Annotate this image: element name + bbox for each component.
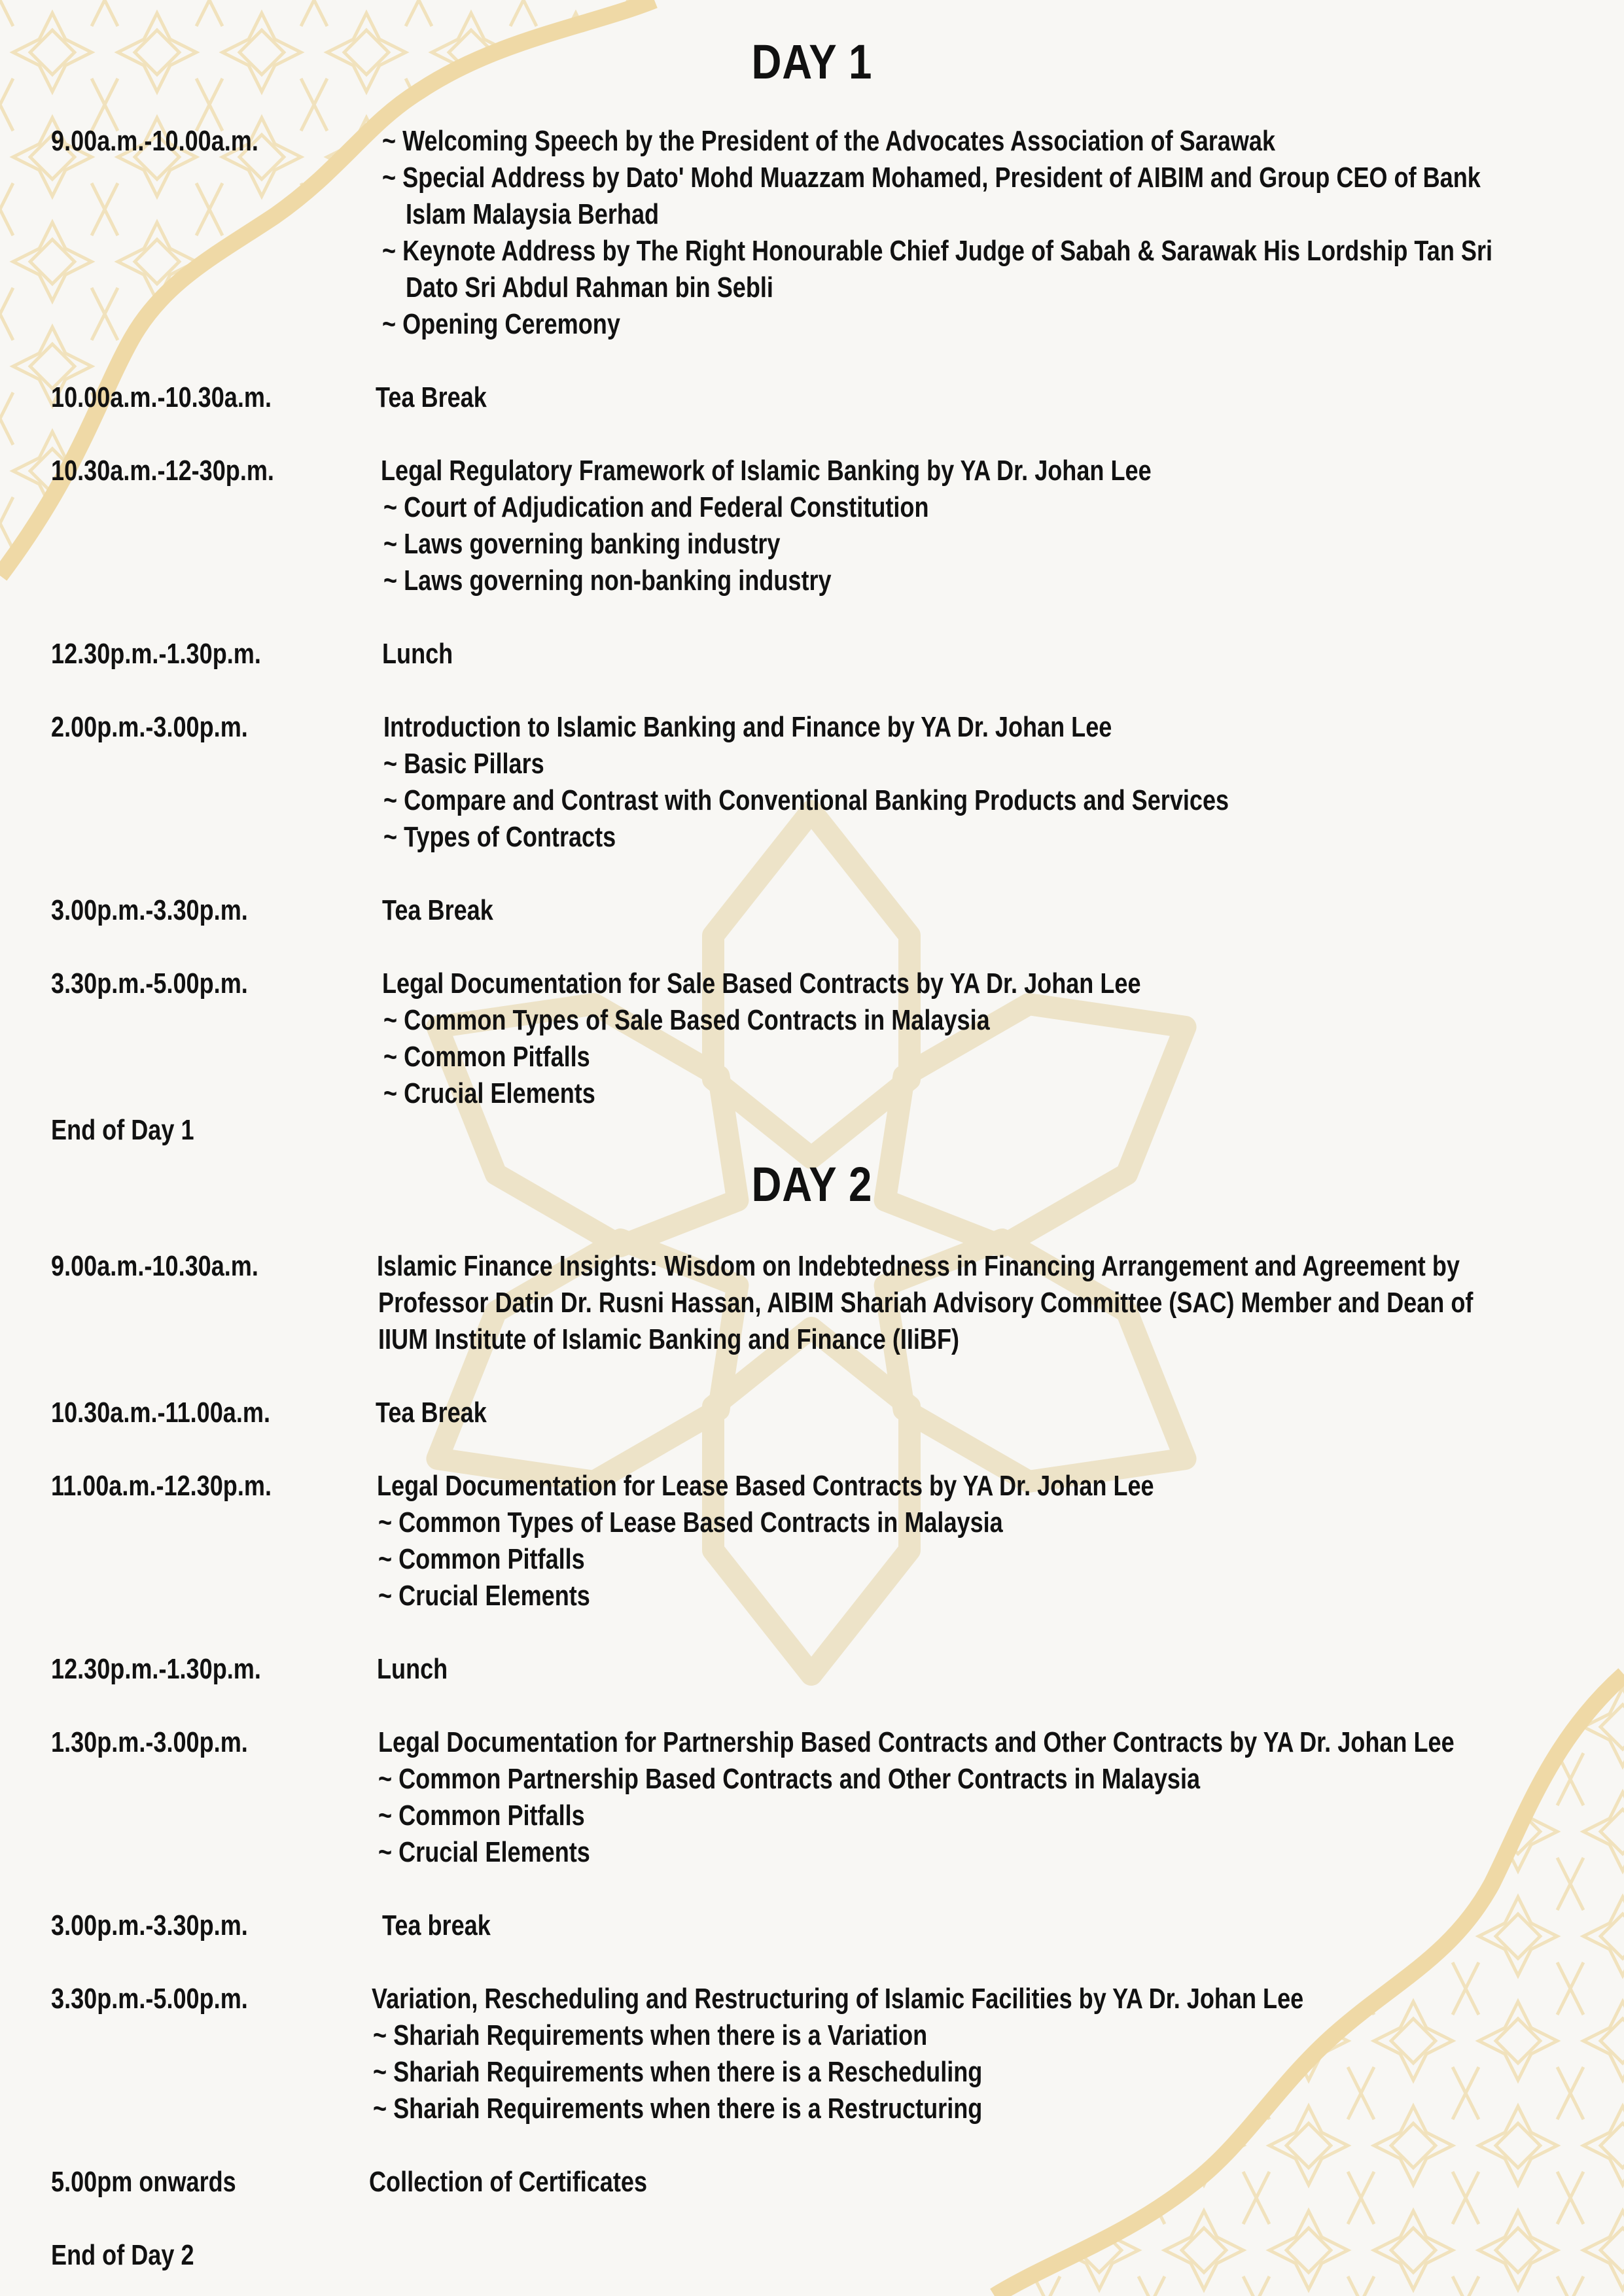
session-line: Lunch: [382, 638, 453, 670]
session-time: 9.00a.m.-10.30a.m.: [51, 1250, 258, 1282]
session-line: ~ Opening Ceremony: [382, 308, 620, 340]
session-line: Tea Break: [376, 381, 487, 413]
session-line: Tea Break: [376, 1397, 487, 1429]
session-line: ~ Basic Pillars: [383, 748, 544, 780]
session-line: Tea break: [382, 1909, 491, 1941]
session-line: ~ Common Pitfalls: [383, 1041, 590, 1073]
session-line: ~ Laws governing non-banking industry: [383, 565, 832, 597]
session-time: 3.00p.m.-3.30p.m.: [51, 894, 248, 926]
session-line: ~ Shariah Requirements when there is a Restructuring: [373, 2093, 983, 2125]
session-line: Collection of Certificates: [369, 2166, 648, 2198]
session-time: 2.00p.m.-3.00p.m.: [51, 711, 248, 743]
session-line: ~ Compare and Contrast with Conventional Banking Products and Services: [383, 784, 1229, 816]
session-line: Tea Break: [382, 894, 493, 926]
session-line: Introduction to Islamic Banking and Finance by YA Dr. Johan Lee: [383, 711, 1112, 743]
session-line: ~ Types of Contracts: [383, 821, 616, 853]
session-line: Legal Regulatory Framework of Islamic Banking by YA Dr. Johan Lee: [381, 455, 1152, 487]
session-time: 10.30a.m.-11.00a.m.: [51, 1397, 270, 1429]
session-line: IIUM Institute of Islamic Banking and Finance (IIiBF): [378, 1323, 960, 1355]
session-line: Legal Documentation for Partnership Based Contracts and Other Contracts by YA Dr. Johan Lee: [378, 1726, 1455, 1758]
session-line: ~ Common Types of Sale Based Contracts in Malaysia: [383, 1004, 990, 1036]
session-time: 12.30p.m.-1.30p.m.: [51, 638, 261, 670]
session-line: ~ Welcoming Speech by the President of the Advocates Association of Sarawak: [382, 125, 1276, 157]
session-line: Lunch: [377, 1653, 448, 1685]
session-line: ~ Crucial Elements: [383, 1077, 595, 1109]
session-line: ~ Common Pitfalls: [378, 1543, 585, 1575]
session-time: 12.30p.m.-1.30p.m.: [51, 1653, 261, 1685]
session-time: 11.00a.m.-12.30p.m.: [51, 1470, 272, 1502]
session-line: ~ Common Partnership Based Contracts and Other Contracts in Malaysia: [378, 1763, 1201, 1795]
session-line: ~ Keynote Address by The Right Honourable Chief Judge of Sabah & Sarawak His Lordship Tan Sri: [382, 235, 1493, 267]
session-line: ~ Common Pitfalls: [378, 1800, 585, 1832]
day1-title: DAY 1: [751, 35, 873, 89]
session-time: 3.00p.m.-3.30p.m.: [51, 1909, 248, 1941]
session-line: Legal Documentation for Lease Based Contracts by YA Dr. Johan Lee: [377, 1470, 1154, 1502]
session-line: Professor Datin Dr. Rusni Hassan, AIBIM Shariah Advisory Committee (SAC) Member and Dean of: [378, 1287, 1474, 1319]
session-time: 10.00a.m.-10.30a.m.: [51, 381, 272, 413]
session-line: Legal Documentation for Sale Based Contracts by YA Dr. Johan Lee: [382, 967, 1141, 1000]
session-line: ~ Shariah Requirements when there is a Rescheduling: [373, 2056, 983, 2088]
session-time: 5.00pm onwards: [51, 2166, 236, 2198]
session-line: ~ Crucial Elements: [378, 1580, 590, 1612]
session-time: 9.00a.m.-10.00a.m.: [51, 125, 258, 157]
day2-end-label: End of Day 2: [51, 2239, 194, 2271]
session-time: 3.30p.m.-5.00p.m.: [51, 967, 248, 1000]
session-line: ~ Shariah Requirements when there is a Variation: [373, 2019, 928, 2051]
session-line: Islam Malaysia Berhad: [406, 198, 660, 230]
session-line: ~ Laws governing banking industry: [383, 528, 781, 560]
session-time: 10.30a.m.-12-30p.m.: [51, 455, 274, 487]
session-time: 1.30p.m.-3.00p.m.: [51, 1726, 248, 1758]
session-line: ~ Court of Adjudication and Federal Constitution: [383, 491, 929, 523]
session-line: ~ Special Address by Dato' Mohd Muazzam Mohamed, President of AIBIM and Group CEO of Bank: [382, 162, 1481, 194]
day2-title: DAY 2: [751, 1157, 873, 1211]
session-line: ~ Crucial Elements: [378, 1836, 590, 1868]
session-line: Dato Sri Abdul Rahman bin Sebli: [406, 271, 773, 304]
session-line: ~ Common Types of Lease Based Contracts in Malaysia: [378, 1506, 1003, 1539]
session-line: Variation, Rescheduling and Restructuring of Islamic Facilities by YA Dr. Johan Lee: [372, 1983, 1304, 2015]
session-line: Islamic Finance Insights: Wisdom on Indebtedness in Financing Arrangement and Agreement by: [377, 1250, 1460, 1282]
day1-end-label: End of Day 1: [51, 1114, 194, 1146]
session-time: 3.30p.m.-5.00p.m.: [51, 1983, 248, 2015]
